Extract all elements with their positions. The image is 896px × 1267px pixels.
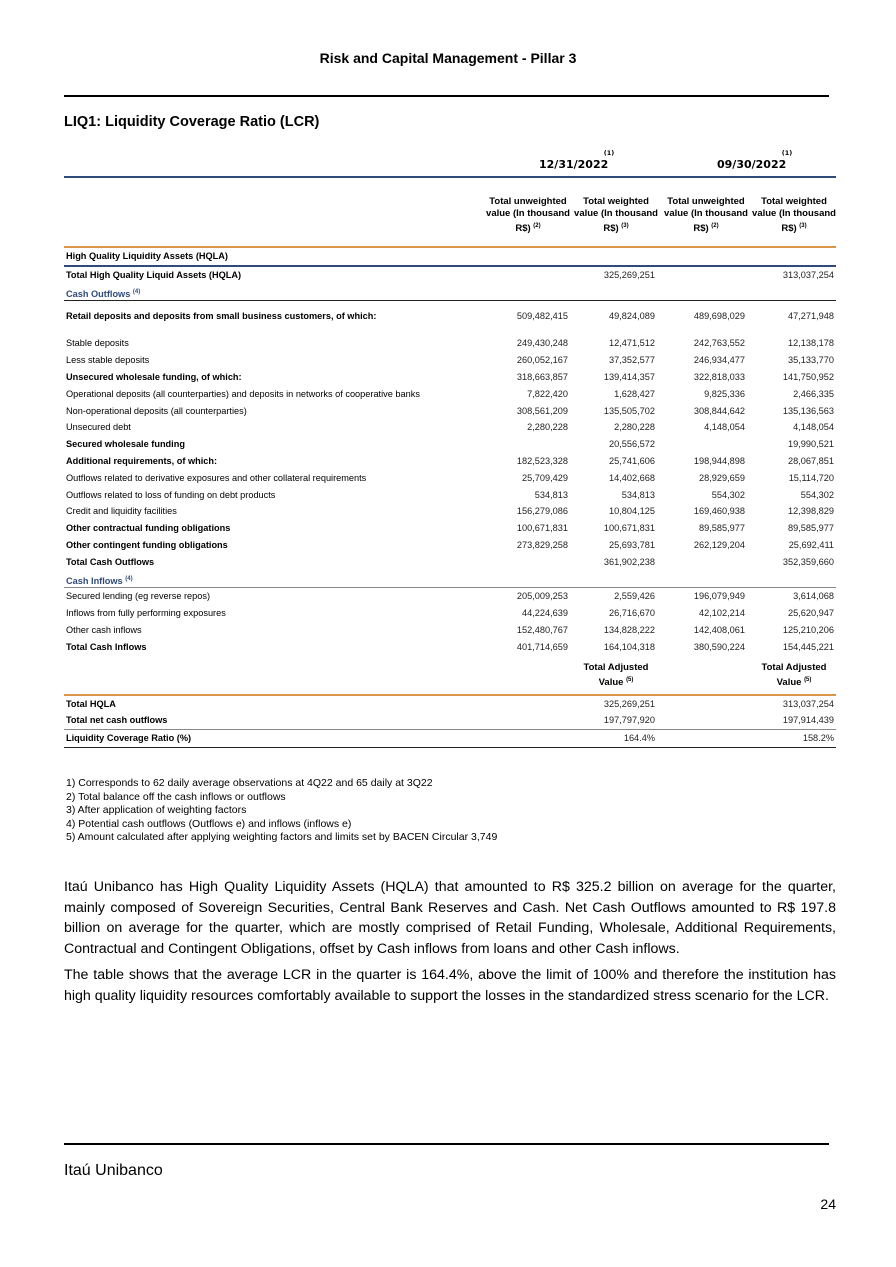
paragraph: The table shows that the average LCR in the quarter is 164.4%, above the limit of 100% and therefore the institution has high quality liquidity resources comfortably available to support the losses in the standardized stress scenario for the LCR. (64, 967, 836, 1004)
paragraph: Itaú Unibanco has High Quality Liquidity Assets (HQLA) that amounted to R$ 325.2 billion on average for the quarter, mainly composed of Sovereign Securities, Central Bank Reserves and Cash. Net Cash Outflows amounted to R$ 197.8 billion on average for the quarter, which are mostly comprised of Retail Funding, Wholesale, Additional Requirements, Contractual and Contingent Obligations, offset by Cash inflows from loans and other Cash inflows. (64, 879, 836, 957)
table-row: Unsecured debt 2,280,228 2,280,228 4,148,054 4,148,054 (66, 422, 834, 433)
table-row: Operational deposits (all counterparties) and deposits in networks of cooperative banks 7,822,420 1,628,427 9,825,336 2,466,335 (66, 388, 834, 399)
footnote: 3) After application of weighting factors (66, 804, 247, 817)
section-title: LIQ1: Liquidity Coverage Ratio (LCR) (64, 114, 320, 130)
footnotes (66, 777, 497, 845)
table-row: Outflows related to derivative exposures and other collateral requirements 25,709,429 14,402,668 28,929,659 15,114,720 (66, 472, 834, 483)
column-header: Total unweighted value (In thousand R$) $^{(2)}$ (664, 196, 748, 235)
column-header: Total weighted value (In thousand R$) $^{(3)}$ (752, 196, 836, 235)
page-header: Risk and Capital Management - Pillar 3 (319, 50, 577, 66)
date-column-2: 09/30/2022 (1) (717, 149, 793, 171)
cash-outflows-section-row: Cash Outflows $^{(4)}$ (64, 284, 836, 302)
table-row: Additional requirements, of which: 182,523,328 25,741,606 198,944,898 28,067,851 (66, 455, 834, 466)
column-header: Total weighted value (In thousand R$) $^{(3)}$ (574, 196, 658, 235)
table-row: Other cash inflows 152,480,767 134,828,222 142,408,061 125,210,206 (66, 624, 834, 635)
page-number: 24 (820, 1196, 836, 1212)
table-row: Less stable deposits 260,052,167 37,352,577 246,934,477 35,133,770 (66, 355, 834, 366)
adjusted-value-header-row (64, 656, 836, 696)
header-divider (64, 95, 829, 97)
footnote: 4) Potential cash outflows (Outflows e) and inflows (inflows e) (66, 817, 352, 830)
lcr-table (64, 148, 836, 748)
column-header: Total Adjusted Value $^{(5)}$ (583, 661, 649, 688)
footnote: 1) Corresponds to 62 daily average observations at 4Q22 and 65 daily at 3Q22 (66, 777, 433, 789)
table-row: Inflows from fully performing exposures 44,224,639 26,716,670 42,102,214 25,620,947 (66, 608, 834, 619)
table-row: Retail deposits and deposits from small business customers, of which: 509,482,415 49,824,089 489,698,029 47,271,948 (66, 311, 834, 322)
summary-row: Total HQLA 325,269,251 313,037,254 (66, 698, 834, 709)
hqla-section-row: High Quality Liquidity Assets (HQLA) (64, 248, 836, 267)
date-column-1: 12/31/2022 (1) (539, 149, 615, 171)
column-header: Total unweighted value (In thousand R$) $^{(2)}$ (486, 196, 570, 235)
cash-inflows-section-row: Cash Inflows $^{(4)}$ (64, 571, 836, 589)
footnote: 5) Amount calculated after applying weighting factors and limits set by BACEN Circular 3,749 (66, 831, 498, 844)
table-row: Outflows related to loss of funding on debt products 534,813 534,813 554,302 554,302 (66, 489, 834, 500)
column-header-row (64, 178, 836, 248)
table-row: Total High Quality Liquid Assets (HQLA) 325,269,251 313,037,254 (66, 269, 834, 280)
footer-company: Itaú Unibanco (64, 1162, 163, 1179)
table-row: Secured lending (eg reverse repos) 205,009,253 2,559,426 196,079,949 3,614,068 (66, 591, 834, 602)
table-row: Other contractual funding obligations 100,671,831 100,671,831 89,585,977 89,585,977 (66, 523, 834, 534)
date-header-row (64, 148, 836, 178)
table-row: Unsecured wholesale funding, of which: 318,663,857 139,414,357 322,818,033 141,750,952 (66, 371, 834, 382)
table-row: Total Cash Inflows 401,714,659 164,104,318 380,590,224 154,445,221 (66, 641, 834, 652)
summary-row: Total net cash outflows 197,797,920 197,914,439 (64, 712, 836, 730)
table-row: Total Cash Outflows 361,902,238 352,359,660 (66, 556, 834, 567)
table-row: Secured wholesale funding 20,556,572 19,990,521 (66, 439, 834, 450)
summary-row-lcr: Liquidity Coverage Ratio (%) 164.4% 158.2% (64, 730, 836, 748)
table-row: Other contingent funding obligations 273,829,258 25,693,781 262,129,204 25,692,411 (66, 539, 834, 550)
table-row: Non-operational deposits (all counterparties) 308,561,209 135,505,702 308,844,642 135,136,563 (66, 405, 834, 416)
footnote: 2) Total balance off the cash inflows or outflows (66, 790, 286, 803)
table-row: Stable deposits 249,430,248 12,471,512 242,763,552 12,138,178 (66, 338, 834, 349)
footer-divider (64, 1143, 829, 1145)
table-row: Credit and liquidity facilities 156,279,086 10,804,125 169,460,938 12,398,829 (66, 506, 834, 517)
column-header: Total Adjusted Value $^{(5)}$ (761, 661, 827, 688)
